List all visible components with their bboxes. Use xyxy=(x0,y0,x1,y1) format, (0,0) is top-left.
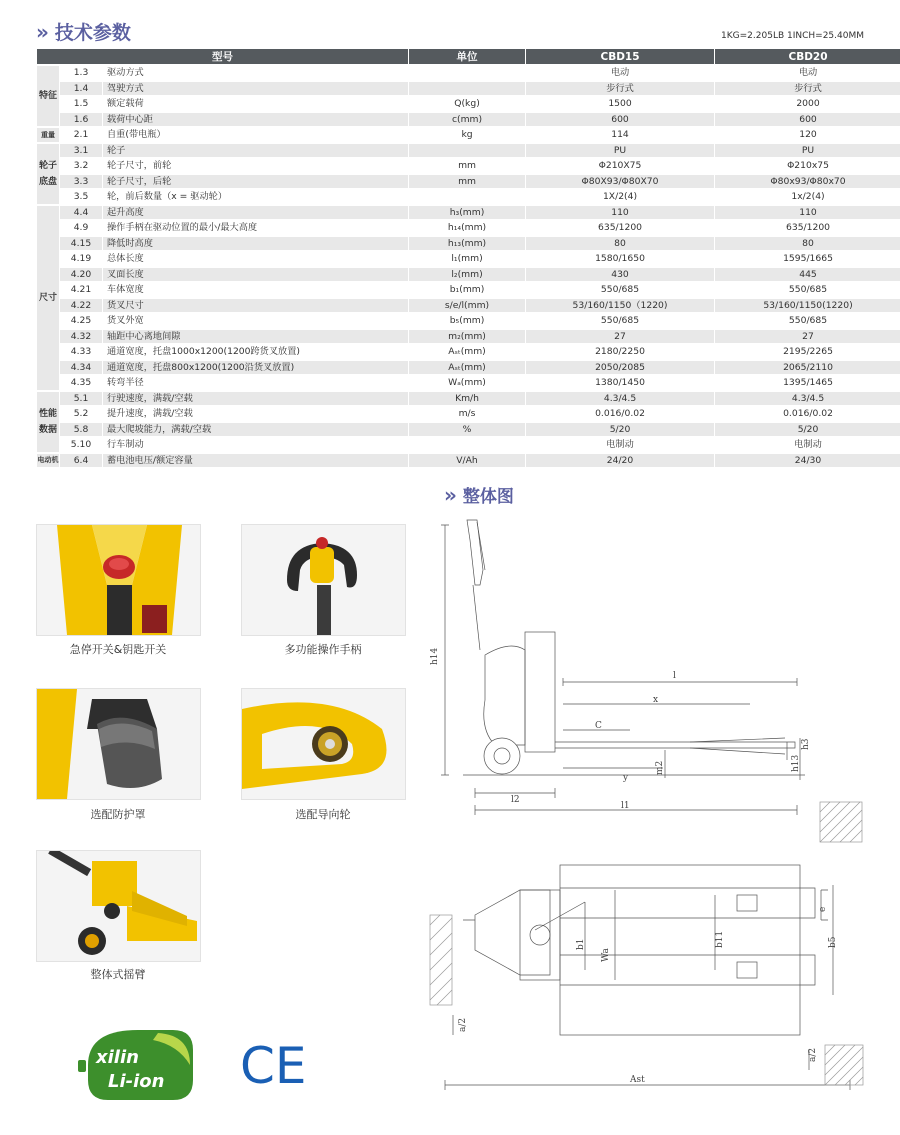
row-description: 转弯半径 xyxy=(103,376,408,390)
table-row xyxy=(37,423,900,437)
row-description: 货叉尺寸 xyxy=(103,299,408,313)
row-unit: V/Ah xyxy=(409,454,525,468)
row-value-cbd15: 5/20 xyxy=(526,423,714,437)
row-value-cbd15: 600 xyxy=(526,113,714,127)
unit-conversion-note: 1KG=2.205LB 1INCH=25.40MM xyxy=(721,31,864,41)
row-number: 3.1 xyxy=(60,144,102,158)
svg-text:h13: h13 xyxy=(791,754,801,772)
row-description: 车体宽度 xyxy=(103,283,408,297)
row-number: 4.34 xyxy=(60,361,102,375)
row-number: 3.5 xyxy=(60,190,102,204)
row-description: 轮子尺寸，后轮 xyxy=(103,175,408,189)
row-value-cbd15: PU xyxy=(526,144,714,158)
row-value-cbd20: 110 xyxy=(715,206,900,220)
table-row xyxy=(37,237,900,251)
row-value-cbd20: 80 xyxy=(715,237,900,251)
row-value-cbd20: 1595/1665 xyxy=(715,252,900,266)
section-title-specs xyxy=(36,18,131,45)
row-number: 5.8 xyxy=(60,423,102,437)
row-unit: Km/h xyxy=(409,392,525,406)
row-value-cbd15: 27 xyxy=(526,330,714,344)
row-value-cbd20: 24/30 xyxy=(715,454,900,468)
table-row xyxy=(37,268,900,282)
row-description: 载荷中心距 xyxy=(103,113,408,127)
table-row xyxy=(37,314,900,328)
svg-text:b11: b11 xyxy=(715,930,725,948)
svg-text:l: l xyxy=(673,671,676,681)
row-value-cbd15: 80 xyxy=(526,237,714,251)
row-value-cbd15: 430 xyxy=(526,268,714,282)
row-description: 轮子 xyxy=(103,144,408,158)
row-number: 5.10 xyxy=(60,438,102,452)
row-value-cbd15: 0.016/0.02 xyxy=(526,407,714,421)
svg-text:CE: CE xyxy=(240,1037,307,1095)
row-number: 1.5 xyxy=(60,97,102,111)
row-value-cbd20: 635/1200 xyxy=(715,221,900,235)
svg-text:C: C xyxy=(595,721,602,731)
row-unit: l₁(mm) xyxy=(409,252,525,266)
row-number: 3.3 xyxy=(60,175,102,189)
row-value-cbd15: 电动 xyxy=(526,66,714,80)
svg-text:h3: h3 xyxy=(801,738,811,750)
row-description: 行车制动 xyxy=(103,438,408,452)
col-header-cbd20: CBD20 xyxy=(715,49,900,64)
row-unit: h₁₄(mm) xyxy=(409,221,525,235)
row-unit: Aₛₜ(mm) xyxy=(409,361,525,375)
dimension-drawing xyxy=(425,510,870,1100)
row-value-cbd20: PU xyxy=(715,144,900,158)
svg-text:x: x xyxy=(653,695,659,705)
row-description: 轮子尺寸，前轮 xyxy=(103,159,408,173)
svg-text:l1: l1 xyxy=(621,801,630,811)
table-row xyxy=(37,128,900,142)
row-unit: s/e/l(mm) xyxy=(409,299,525,313)
row-value-cbd20: 120 xyxy=(715,128,900,142)
row-unit xyxy=(409,190,525,204)
row-number: 4.9 xyxy=(60,221,102,235)
row-description: 驾驶方式 xyxy=(103,82,408,96)
photo-protective-cover xyxy=(36,688,201,800)
row-unit xyxy=(409,66,525,80)
row-description: 行驶速度，满载/空载 xyxy=(103,392,408,406)
row-value-cbd20: 0.016/0.02 xyxy=(715,407,900,421)
row-number: 4.35 xyxy=(60,376,102,390)
row-value-cbd15: 53/160/1150（1220) xyxy=(526,299,714,313)
row-value-cbd20: 1395/1465 xyxy=(715,376,900,390)
side-view-labels xyxy=(430,647,811,811)
row-unit: h₃(mm) xyxy=(409,206,525,220)
row-value-cbd15: 110 xyxy=(526,206,714,220)
row-value-cbd20: 1x/2(4) xyxy=(715,190,900,204)
side-view xyxy=(441,520,805,815)
row-value-cbd20: 2195/2265 xyxy=(715,345,900,359)
table-row xyxy=(37,144,900,158)
row-unit: l₂(mm) xyxy=(409,268,525,282)
row-value-cbd15: 2050/2085 xyxy=(526,361,714,375)
table-row xyxy=(37,66,900,80)
row-number: 4.33 xyxy=(60,345,102,359)
row-value-cbd15: 2180/2250 xyxy=(526,345,714,359)
row-value-cbd20: Φ210x75 xyxy=(715,159,900,173)
category-cell-features: 特征 xyxy=(37,66,59,126)
table-row xyxy=(37,97,900,111)
row-unit: c(mm) xyxy=(409,113,525,127)
row-value-cbd20: 445 xyxy=(715,268,900,282)
row-value-cbd20: 2000 xyxy=(715,97,900,111)
table-row xyxy=(37,175,900,189)
row-value-cbd20: Φ80x93/Φ80x70 xyxy=(715,175,900,189)
row-value-cbd15: 550/685 xyxy=(526,314,714,328)
category-cell-performance: 性能数据 xyxy=(37,392,59,452)
row-value-cbd20: 步行式 xyxy=(715,82,900,96)
svg-text:h14: h14 xyxy=(430,647,440,665)
row-value-cbd15: 1500 xyxy=(526,97,714,111)
row-description: 蓄电池电压/额定容量 xyxy=(103,454,408,468)
svg-text:e: e xyxy=(818,906,828,912)
table-row xyxy=(37,454,900,468)
row-number: 3.2 xyxy=(60,159,102,173)
row-description: 通道宽度，托盘1000x1200(1200跨货叉放置) xyxy=(103,345,408,359)
caption-emergency-stop: 急停开关&钥匙开关 xyxy=(69,643,167,656)
overall-title-text: 整体图 xyxy=(462,487,514,507)
svg-text:a/2: a/2 xyxy=(458,1017,468,1032)
row-number: 1.4 xyxy=(60,82,102,96)
table-row xyxy=(37,345,900,359)
ce-mark-icon xyxy=(240,1037,307,1095)
caption-handle: 多功能操作手柄 xyxy=(284,643,362,656)
row-value-cbd15: 电制动 xyxy=(526,438,714,452)
row-description: 降低时高度 xyxy=(103,237,408,251)
row-value-cbd20: 550/685 xyxy=(715,283,900,297)
row-description: 操作手柄在驱动位置的最小/最大高度 xyxy=(103,221,408,235)
row-value-cbd20: 53/160/1150(1220) xyxy=(715,299,900,313)
row-unit: m₂(mm) xyxy=(409,330,525,344)
row-unit: Q(kg) xyxy=(409,97,525,111)
row-unit: % xyxy=(409,423,525,437)
row-value-cbd20: 27 xyxy=(715,330,900,344)
row-value-cbd20: 4.3/4.5 xyxy=(715,392,900,406)
row-number: 4.32 xyxy=(60,330,102,344)
table-row xyxy=(37,252,900,266)
table-row xyxy=(37,159,900,173)
logo-brand-text: xilin xyxy=(96,1047,139,1068)
table-row xyxy=(37,221,900,235)
row-value-cbd20: 电动 xyxy=(715,66,900,80)
row-unit: Aₛₜ(mm) xyxy=(409,345,525,359)
row-number: 4.20 xyxy=(60,268,102,282)
xilin-liion-logo xyxy=(78,1030,193,1100)
specs-title-text: 技术参数 xyxy=(54,22,131,44)
row-description: 货叉外宽 xyxy=(103,314,408,328)
row-description: 叉面长度 xyxy=(103,268,408,282)
row-value-cbd20: 2065/2110 xyxy=(715,361,900,375)
table-row xyxy=(37,361,900,375)
row-number: 4.15 xyxy=(60,237,102,251)
row-value-cbd15: 550/685 xyxy=(526,283,714,297)
caption-guide-wheel: 选配导向轮 xyxy=(295,808,351,821)
row-unit: Wₐ(mm) xyxy=(409,376,525,390)
logo-area xyxy=(78,1025,318,1109)
col-header-cbd15: CBD15 xyxy=(526,49,714,64)
photo-rocker-arm xyxy=(36,850,201,962)
double-chevron-icon: » xyxy=(36,19,43,44)
row-number: 5.1 xyxy=(60,392,102,406)
row-description: 通道宽度，托盘800x1200(1200沿货叉放置) xyxy=(103,361,408,375)
row-value-cbd15: 1580/1650 xyxy=(526,252,714,266)
row-number: 5.2 xyxy=(60,407,102,421)
double-chevron-icon: » xyxy=(444,482,451,507)
spec-table xyxy=(36,47,900,469)
row-value-cbd15: Φ80X93/Φ80X70 xyxy=(526,175,714,189)
row-value-cbd15: 步行式 xyxy=(526,82,714,96)
table-row xyxy=(37,330,900,344)
row-number: 4.22 xyxy=(60,299,102,313)
photo-emergency-stop xyxy=(36,524,201,636)
col-header-model: 型号 xyxy=(37,49,408,64)
category-cell-weight: 重量 xyxy=(37,128,59,142)
table-row xyxy=(37,206,900,220)
row-value-cbd20: 电制动 xyxy=(715,438,900,452)
row-unit: b₁(mm) xyxy=(409,283,525,297)
svg-text:m2: m2 xyxy=(655,760,665,775)
svg-text:b1: b1 xyxy=(576,938,586,950)
table-row xyxy=(37,438,900,452)
row-unit: h₁₃(mm) xyxy=(409,237,525,251)
row-unit: m/s xyxy=(409,407,525,421)
col-header-unit: 单位 xyxy=(409,49,525,64)
row-value-cbd15: 4.3/4.5 xyxy=(526,392,714,406)
row-number: 2.1 xyxy=(60,128,102,142)
section-title-overall xyxy=(444,482,514,507)
row-value-cbd15: 1X/2(4) xyxy=(526,190,714,204)
row-value-cbd15: 24/20 xyxy=(526,454,714,468)
row-number: 4.19 xyxy=(60,252,102,266)
wall-hatch-top xyxy=(430,915,863,1085)
caption-protective-cover: 选配防护罩 xyxy=(90,808,146,821)
row-description: 额定载荷 xyxy=(103,97,408,111)
wall-hatch-side xyxy=(820,802,862,842)
table-row xyxy=(37,190,900,204)
table-row xyxy=(37,299,900,313)
category-cell-wheels: 轮子底盘 xyxy=(37,144,59,204)
row-unit: mm xyxy=(409,175,525,189)
row-description: 总体长度 xyxy=(103,252,408,266)
svg-text:y: y xyxy=(623,773,629,783)
row-description: 轴距中心离地间隙 xyxy=(103,330,408,344)
caption-rocker-arm: 整体式摇臂 xyxy=(90,968,146,981)
table-row xyxy=(37,407,900,421)
row-value-cbd15: 635/1200 xyxy=(526,221,714,235)
row-unit xyxy=(409,82,525,96)
row-unit: kg xyxy=(409,128,525,142)
row-value-cbd20: 5/20 xyxy=(715,423,900,437)
row-description: 提升速度，满载/空载 xyxy=(103,407,408,421)
row-description: 最大爬坡能力，满载/空载 xyxy=(103,423,408,437)
svg-text:b5: b5 xyxy=(828,936,838,948)
top-view-labels xyxy=(458,907,838,1085)
table-row xyxy=(37,376,900,390)
row-value-cbd20: 550/685 xyxy=(715,314,900,328)
row-description: 驱动方式 xyxy=(103,66,408,80)
photo-guide-wheel xyxy=(241,688,406,800)
row-value-cbd15: 1380/1450 xyxy=(526,376,714,390)
row-unit xyxy=(409,144,525,158)
row-description: 轮，前后数量（x = 驱动轮） xyxy=(103,190,408,204)
category-cell-motor: 电动机 xyxy=(37,454,59,468)
svg-text:Ast: Ast xyxy=(630,1075,645,1085)
logo-liion-text: Li-ion xyxy=(108,1071,165,1092)
svg-text:Wa: Wa xyxy=(601,948,611,962)
svg-text:l2: l2 xyxy=(511,795,520,805)
row-unit xyxy=(409,438,525,452)
row-number: 1.6 xyxy=(60,113,102,127)
table-header-row xyxy=(37,49,900,64)
row-unit: mm xyxy=(409,159,525,173)
row-description: 起升高度 xyxy=(103,206,408,220)
table-row xyxy=(37,82,900,96)
category-cell-dimensions: 尺寸 xyxy=(37,206,59,390)
row-number: 4.21 xyxy=(60,283,102,297)
row-number: 4.25 xyxy=(60,314,102,328)
row-number: 4.4 xyxy=(60,206,102,220)
top-view xyxy=(445,865,850,1090)
photo-handle xyxy=(241,524,406,636)
row-description: 自重(带电瓶） xyxy=(103,128,408,142)
table-row xyxy=(37,113,900,127)
row-value-cbd15: Φ210X75 xyxy=(526,159,714,173)
row-unit: b₅(mm) xyxy=(409,314,525,328)
svg-text:a/2: a/2 xyxy=(808,1047,818,1062)
table-row xyxy=(37,283,900,297)
row-number: 6.4 xyxy=(60,454,102,468)
table-row xyxy=(37,392,900,406)
row-number: 1.3 xyxy=(60,66,102,80)
row-value-cbd20: 600 xyxy=(715,113,900,127)
row-value-cbd15: 114 xyxy=(526,128,714,142)
